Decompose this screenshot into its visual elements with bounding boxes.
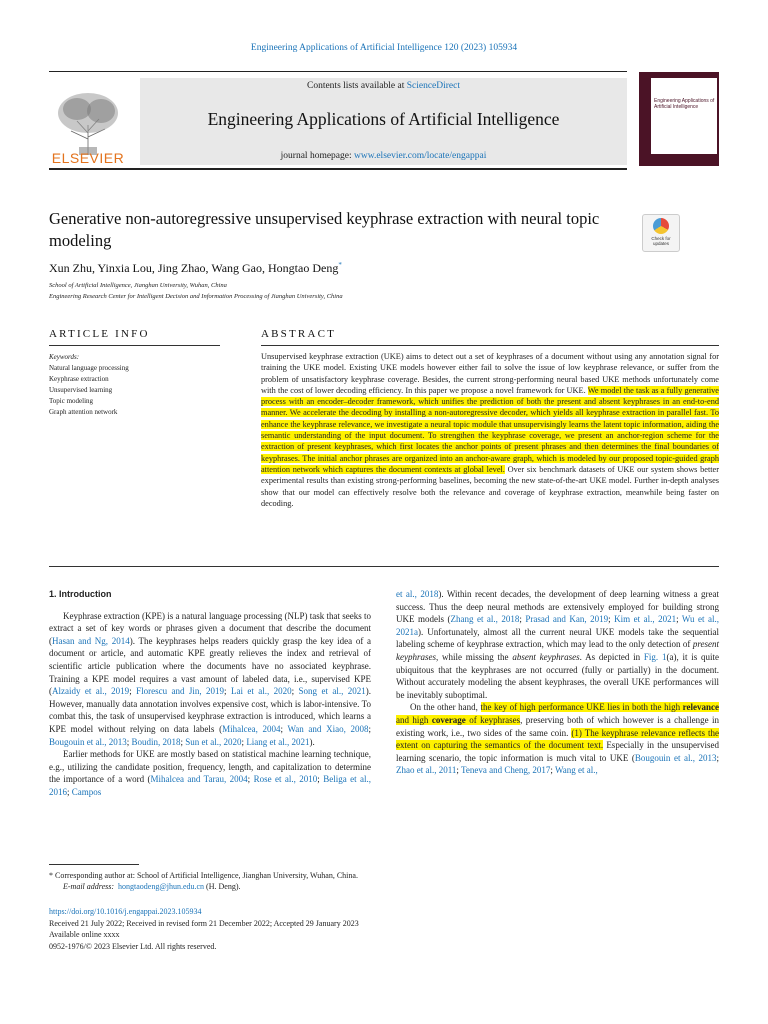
email-suffix: (H. Deng).: [204, 882, 241, 891]
homepage-line: [140, 151, 627, 161]
citation-link[interactable]: Hasan and Ng, 2014: [52, 635, 130, 646]
citation-link[interactable]: Florescu and Jin, 2019: [136, 686, 225, 697]
citation-link[interactable]: Boudin, 2018: [131, 736, 181, 747]
text: , preserving both of which however is a challenge in existing work, i.e., two sides of the same coin.: [396, 714, 720, 738]
header-rule-bottom: [49, 168, 627, 170]
text: , while missing the: [436, 651, 513, 662]
doi-link[interactable]: https://doi.org/10.1016/j.engappai.2023.105934: [49, 907, 202, 916]
received-dates: Received 21 July 2022; Received in revised form 21 December 2022; Accepted 29 January 2023: [49, 918, 359, 928]
homepage-prefix: journal homepage:: [280, 151, 354, 161]
text: ;: [129, 686, 137, 697]
text: ;: [676, 614, 682, 625]
citation-link[interactable]: Sun et al., 2020: [185, 736, 242, 747]
corresponding-author-mark[interactable]: *: [338, 261, 342, 269]
emphasis: absent keyphrases: [512, 651, 580, 662]
article-info-heading: ARTICLE INFO: [49, 328, 150, 340]
introduction-heading: 1. Introduction: [49, 589, 112, 599]
highlight: of keyphrases: [465, 714, 521, 725]
copyright: 0952-1976/© 2023 Elsevier Ltd. All rights reserved.: [49, 941, 217, 951]
citation-link[interactable]: Zhao et al., 2011: [396, 765, 457, 776]
citation-link[interactable]: Teneva and Cheng, 2017: [461, 765, 551, 776]
abstract-part-1: Unsupervised keyphrase extraction (UKE) aims to detect out a set of keyphrases of a document without using any annotation signal for training the UKE model. Existing UKE models however either fail to solve the issue of low keyphrase relevance, or suffer from the problem of unsatisfactory keyphrase coverage. Besides, the current strong-performing neural based UKE methods unfortunately come with the cost of lower decoding efficiency. In this paper we propose a novel framework for UKE.: [261, 352, 719, 395]
keyword-item: Unsupervised learning: [49, 386, 113, 394]
text: ;: [456, 765, 461, 776]
citation-link[interactable]: Wang et al.,: [554, 765, 598, 776]
text: ;: [550, 765, 555, 776]
citation-link[interactable]: Prasad and Kan, 2019: [525, 614, 609, 625]
text: (a), it is quite ubiquitous that the keyphrases are not occurred (fully or partially) in the document. Without accurately modeling the absent keyphrases, the overall UKE performances will be inevitably suboptimal.: [396, 651, 719, 700]
citation-link[interactable]: Mihalcea, 2004: [222, 723, 281, 734]
article-title: Generative non-autoregressive unsupervised keyphrase extraction with neural topic modeling: [49, 209, 600, 250]
citation-link[interactable]: Mihalcea and Tarau, 2004: [150, 774, 248, 785]
figure-link[interactable]: Fig. 1: [643, 651, 667, 662]
text: . As depicted in: [579, 651, 644, 662]
journal-reference[interactable]: Engineering Applications of Artificial Intelligence 120 (2023) 105934: [250, 43, 518, 53]
highlight: (1) The keyphrase relevance reflects the extent on capturing the semantics of the document text.: [396, 727, 719, 751]
author-list: [49, 261, 342, 276]
cover-page: [651, 78, 717, 154]
text: ). The keyphrases helps readers quickly grasp the key idea of a document or article, and automatic KPE greatly relieves the index and retrieval of scientific article publication where the documents have no associated keyphrase. Training a KPE model requires a vast amount of labeled data, i.e., supervised KPE (: [49, 635, 371, 697]
affiliation-2: Engineering Research Center for Intelligent Decision and Information Processing of Jianghan University, China: [49, 293, 343, 300]
abstract-highlight: We model the task as a fully generative process with an encoder–decoder framework, which unifies the prediction of both the present and absent keyphrases in an end-to-end manner. We accelerate the decoding by installing a non-autoregressive decoder, which yields all keyphrase extraction in parallel fast. To enhance the keyphrase relevance, we investigate a neural topic module that unsupervisingly learns the latent topic information, aiding the semantic understanding of the input document. To strengthen the keyphrase coverage, we present an anchor-region scheme for the extraction of present keyphrases, which first locates the anchor points of present phrases and then determines the final boundaries of keyphrases. The initial anchor phrases are organized into an anchor-aware graph, which is modeled by our proposed topic-guided graph attention network which captures the document contexts at global level.: [261, 385, 719, 474]
keywords-block: [49, 352, 220, 418]
abstract-rule: [261, 345, 719, 346]
text: On the other hand,: [410, 702, 481, 713]
text: ). Within recent decades, the development of deep learning witness a great success. Thus the deep neural methods are extensively employed for building strong UKE models (: [396, 589, 719, 625]
text: ;: [280, 723, 288, 734]
text: ;: [317, 774, 324, 785]
text: ;: [224, 686, 231, 697]
contents-line: [140, 81, 627, 91]
journal-cover-thumbnail[interactable]: [639, 72, 719, 166]
abstract-heading: ABSTRACT: [261, 328, 337, 340]
intro-paragraph-2: [49, 748, 371, 798]
text: ). However, manually data annotation involves expensive cost, which is labor-intensive. To combat this, the task of unsupervised keyphrase extraction is introduced, which learns a KPE model without relying on data labels (: [49, 686, 371, 734]
authors-text: Xun Zhu, Yinxia Lou, Jing Zhao, Wang Gao, Hongtao Deng: [49, 261, 339, 275]
intro-paragraph-1: [49, 610, 371, 749]
citation-link[interactable]: et al., 2018: [396, 589, 439, 599]
keyword-item: Topic modeling: [49, 397, 94, 405]
keyword-item: Graph attention network: [49, 408, 118, 416]
keywords-label: Keywords:: [49, 353, 80, 361]
emphasis: present keyphrases: [396, 639, 719, 662]
elsevier-wordmark: ELSEVIER: [51, 150, 125, 166]
text: ;: [716, 752, 719, 763]
citation-link[interactable]: Liang et al., 2021: [246, 736, 310, 747]
abstract-part-2: Over six benchmark datasets of UKE our system shows better experimental results than existing strong-performing baselines, becoming the new state-of-the-art UKE model. Further in-depth analyses show that our model can effectively resolve both the relevance and coverage of keyphrase extraction, meanwhile being faster on decoding.: [261, 464, 720, 508]
journal-title: Engineering Applications of Artificial Intelligence: [207, 109, 560, 129]
header-rule-top: [49, 71, 627, 72]
citation-link[interactable]: Rose et al., 2010: [253, 774, 318, 785]
footnote: [49, 870, 719, 892]
text: Earlier methods for UKE are mostly based on statistical machine learning technique, e.g., utilizing the candidate position, frequency, length, and capitalization to determine the importance of a word (: [49, 749, 371, 785]
citation-link[interactable]: Kim et al., 2021: [614, 614, 677, 625]
citation-link[interactable]: Song et al., 2021: [298, 686, 366, 697]
text: ;: [247, 774, 254, 785]
email-line: [49, 881, 719, 892]
contents-prefix: Contents lists available at: [306, 81, 407, 91]
body-column-right: [396, 588, 719, 777]
citation-link[interactable]: Campos: [71, 786, 102, 797]
check-updates-label: Check for updates: [651, 236, 671, 246]
abstract-body: [261, 351, 719, 509]
text: Keyphrase extraction (KPE) is a natural language processing (NLP) task that seeks to extract a set of key words or phrases given a document that describe the document (: [49, 610, 371, 646]
check-updates-icon: [653, 218, 669, 234]
email-link[interactable]: hongtaodeng@jhun.edu.cn: [118, 882, 205, 891]
citation-link[interactable]: Zhang et al., 2018: [450, 614, 520, 625]
text: ;: [519, 614, 526, 625]
highlight-bold: coverage: [431, 714, 466, 725]
footnote-rule: [49, 864, 139, 865]
keyword-item: Keyphrase extraction: [49, 375, 109, 383]
text: Especially in the unsupervised learning scenario, the topic information is much vital to UKE (: [396, 740, 719, 763]
email-label: E-mail address:: [63, 882, 115, 891]
text: ).: [309, 736, 315, 747]
intro-paragraph-3: [396, 701, 719, 777]
text: ;: [180, 736, 186, 747]
body-column-left: [49, 588, 371, 799]
highlight: and high: [396, 714, 432, 725]
citation-link[interactable]: Bougouin et al., 2013: [634, 752, 717, 763]
corresponding-author-note: * Corresponding author at: School of Artificial Intelligence, Jianghan University, Wuhan, China.: [49, 871, 358, 880]
highlight-bold: relevance: [682, 702, 719, 713]
citation-link[interactable]: Alzaidy et al., 2019: [52, 686, 130, 697]
text: ;: [291, 686, 299, 697]
keyword-item: Natural language processing: [49, 364, 129, 372]
affiliation-1: School of Artificial Intelligence, Jianghan University, Wuhan, China: [49, 282, 227, 289]
check-for-updates-badge[interactable]: [642, 214, 680, 252]
text: ;: [241, 736, 247, 747]
homepage-link[interactable]: www.elsevier.com/locate/engappai: [354, 151, 487, 161]
text: ;: [126, 736, 132, 747]
citation-link[interactable]: Wan and Xiao, 2008: [287, 723, 369, 734]
sciencedirect-link[interactable]: ScienceDirect: [406, 81, 460, 91]
abstract-bottom-rule: [49, 566, 719, 567]
citation-link[interactable]: Beliga et al., 2016: [49, 774, 371, 797]
text: ;: [67, 786, 72, 797]
article-info-rule: [49, 345, 220, 346]
intro-paragraph-2-continued: [396, 588, 719, 701]
cover-title: Engineering Applications of Artificial Intelligence: [654, 98, 715, 110]
publication-info: [49, 906, 719, 952]
text: ;: [608, 614, 615, 625]
text: ). Unfortunately, almost all the current neural UKE models take the sequential labeling scheme of keyphrase extraction, which may lead to the only detection of: [396, 626, 719, 650]
text: ;: [368, 723, 372, 734]
citation-link[interactable]: Lai et al., 2020: [230, 686, 292, 697]
highlight: the key of high performance UKE lies in both the high: [480, 702, 683, 713]
citation-link[interactable]: Wu et al., 2021a: [396, 614, 720, 637]
available-online: Available online xxxx: [49, 930, 120, 939]
citation-link[interactable]: Bougouin et al., 2013: [49, 736, 127, 747]
